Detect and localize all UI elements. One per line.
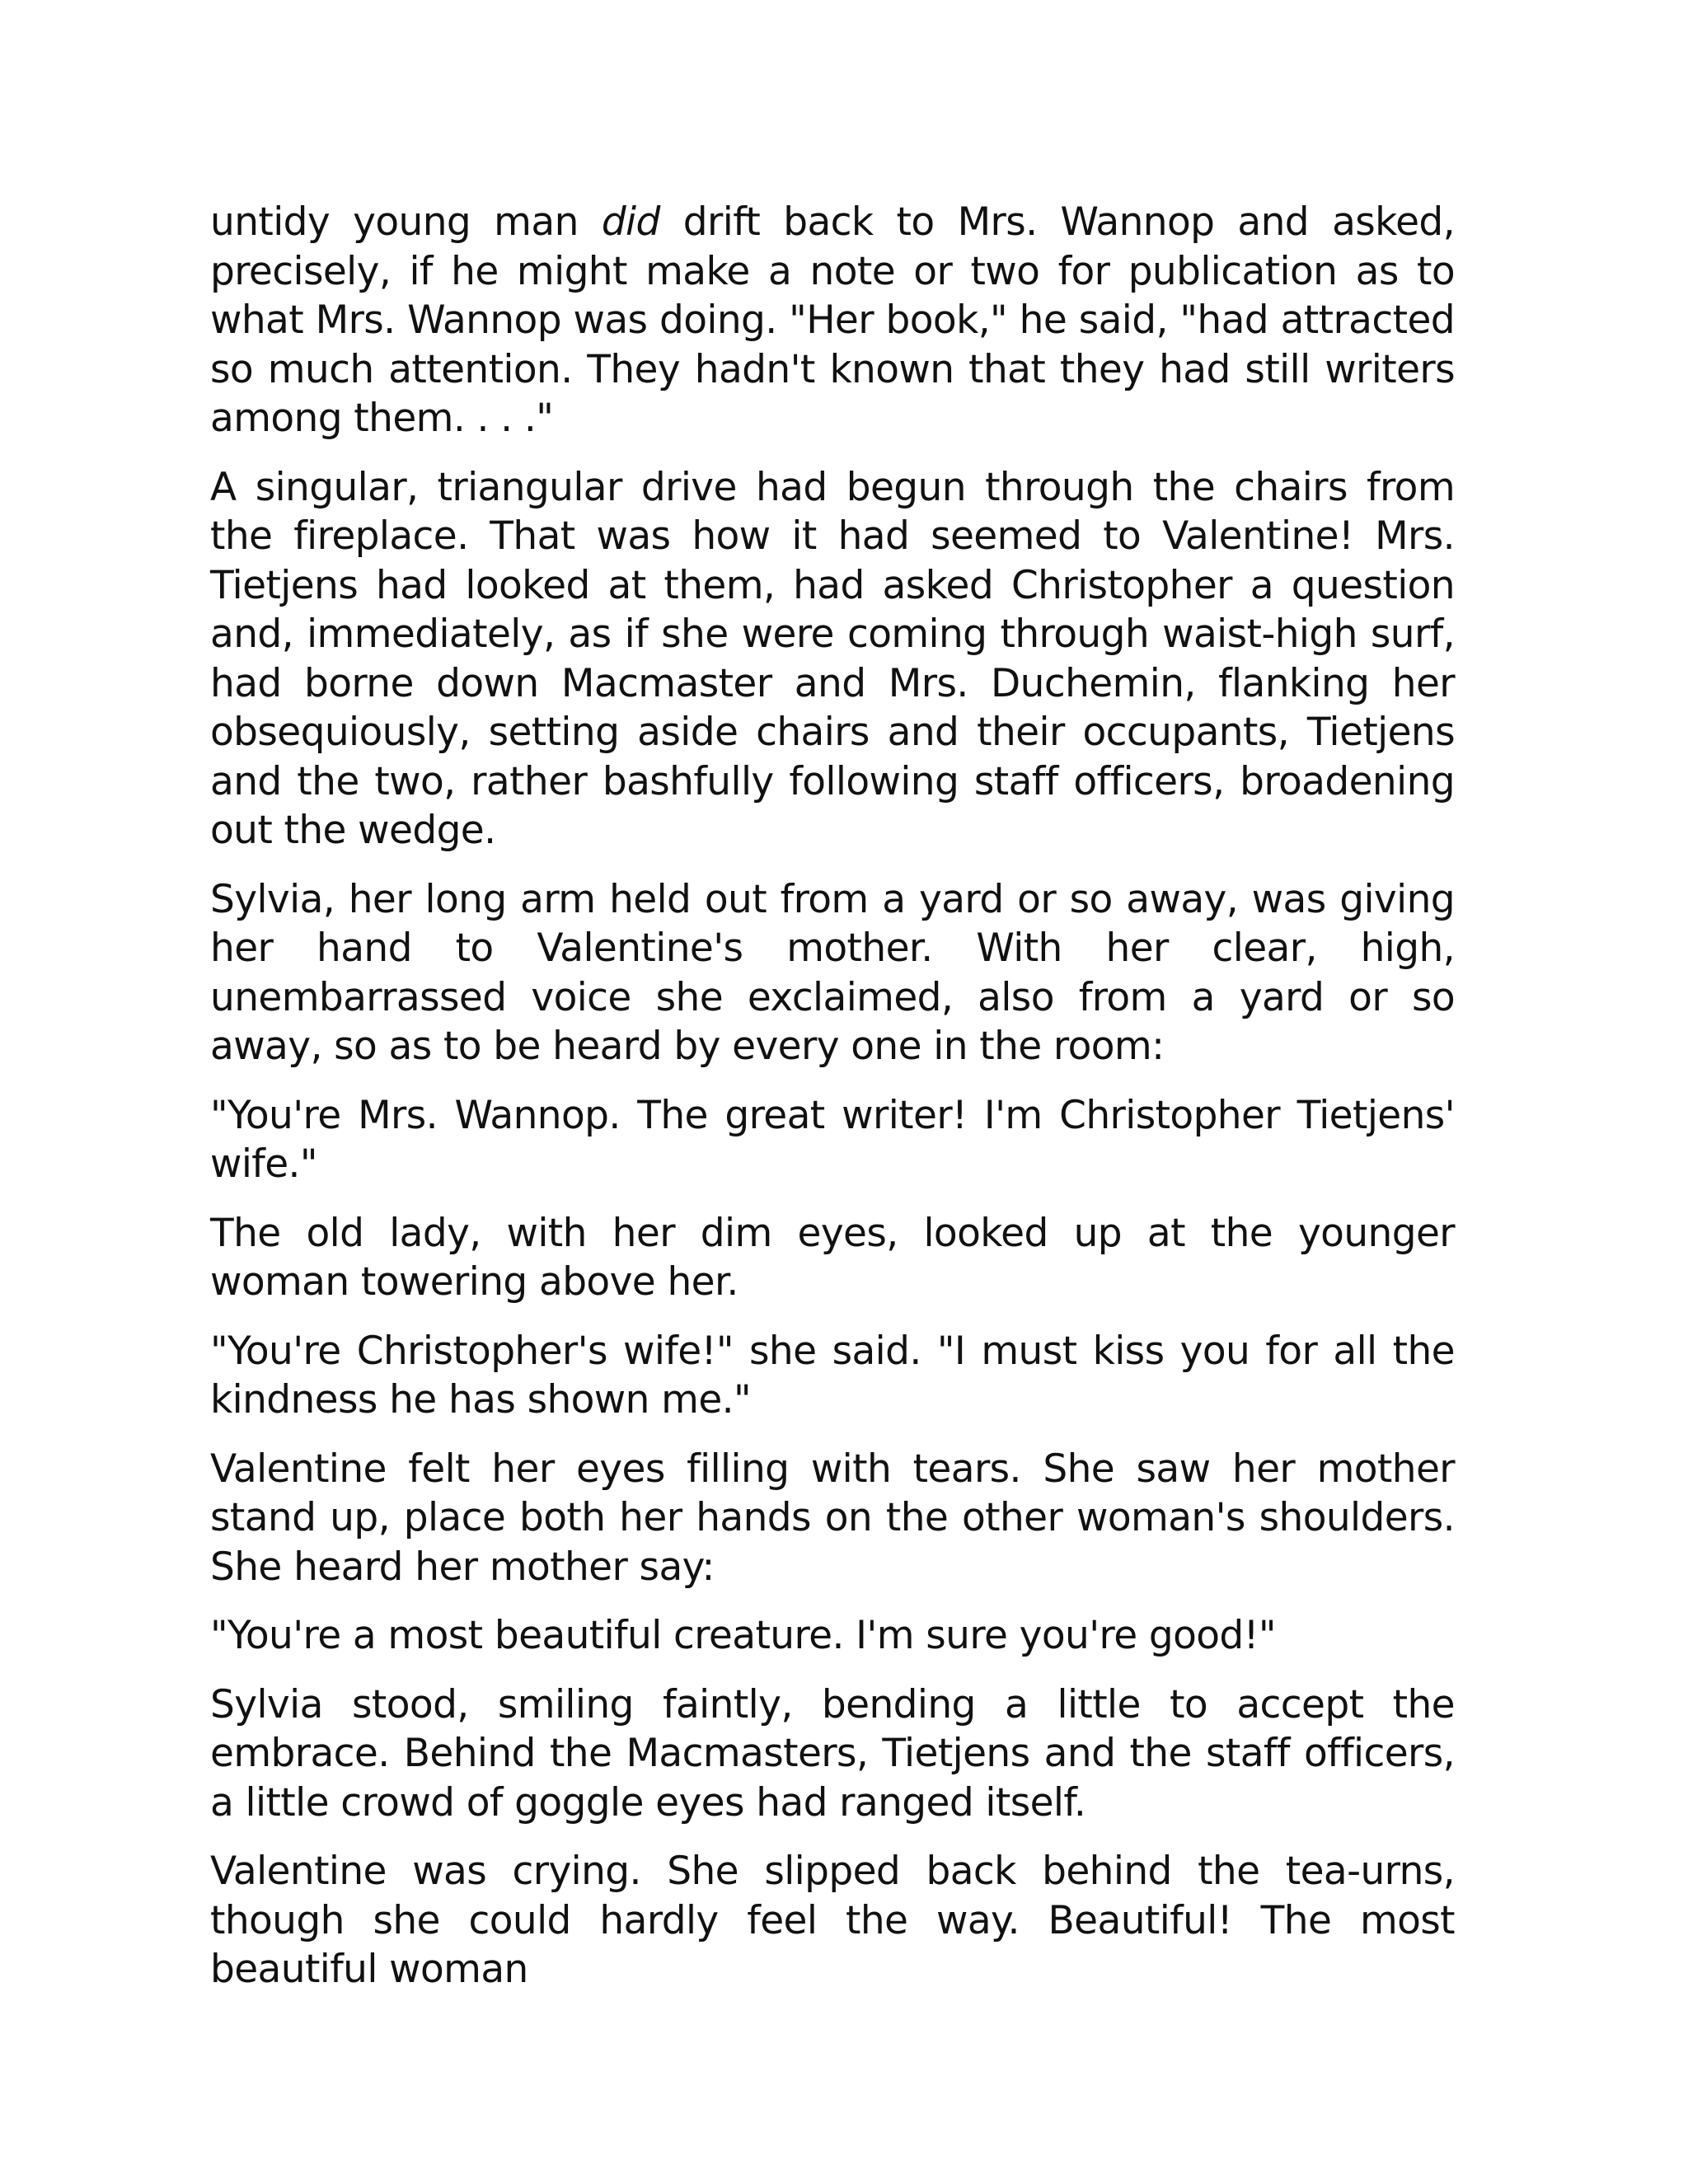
paragraph-1-start: untidy young man: [210, 199, 602, 245]
paragraph-1-rest: drift back to Mrs. Wannop and asked, precisely, if he might make a note or two for publication as to what Mrs. Wannop was doing. "Her book," he said, "had attracted so much attention. They hadn't known that they had still writers among them. . . .": [210, 199, 1455, 441]
paragraph-5: The old lady, with her dim eyes, looked up at the younger woman towering above her.: [210, 1210, 1455, 1305]
emphasis-did: did: [601, 199, 660, 245]
paragraph-7: Valentine felt her eyes filling with tears. She saw her mother stand up, place both her hands on the other woman's shoulders. She heard her mother say:: [210, 1446, 1455, 1590]
body-text: [210, 198, 1455, 1994]
paragraph-2: A singular, triangular drive had begun through the chairs from the fireplace. That was how it had seemed to Valentine! Mrs. Tietjens had looked at them, had asked Christopher a question and, immediately, as if she were coming through waist-high surf, had borne down Macmaster and Mrs. Duchemin, flanking her obsequiously, setting aside chairs and their occupants, Tietjens and the two, rather bashfully following staff officers, broadening out the wedge.: [210, 464, 1455, 853]
paragraph-8: "You're a most beautiful creature. I'm sure you're good!": [210, 1613, 1276, 1658]
paragraph-10: Valentine was crying. She slipped back behind the tea-urns, though she could hardly feel the way. Beautiful! The most beautiful woman: [210, 1849, 1455, 1992]
paragraph-6: "You're Christopher's wife!" she said. "I must kiss you for all the kindness he has shown me.": [210, 1328, 1455, 1422]
paragraph-1: [210, 198, 1455, 443]
paragraph-4: "You're Mrs. Wannop. The great writer! I'm Christopher Tietjens' wife.": [210, 1092, 1455, 1187]
paragraph-9: Sylvia stood, smiling faintly, bending a little to accept the embrace. Behind the Macmasters, Tietjens and the staff officers, a little crowd of goggle eyes had ranged itself.: [210, 1681, 1455, 1825]
paragraph-3: Sylvia, her long arm held out from a yard or so away, was giving her hand to Valentine's mother. With her clear, high, unembarrassed voice she exclaimed, also from a yard or so away, so as to be heard by every one in the room:: [210, 876, 1455, 1069]
